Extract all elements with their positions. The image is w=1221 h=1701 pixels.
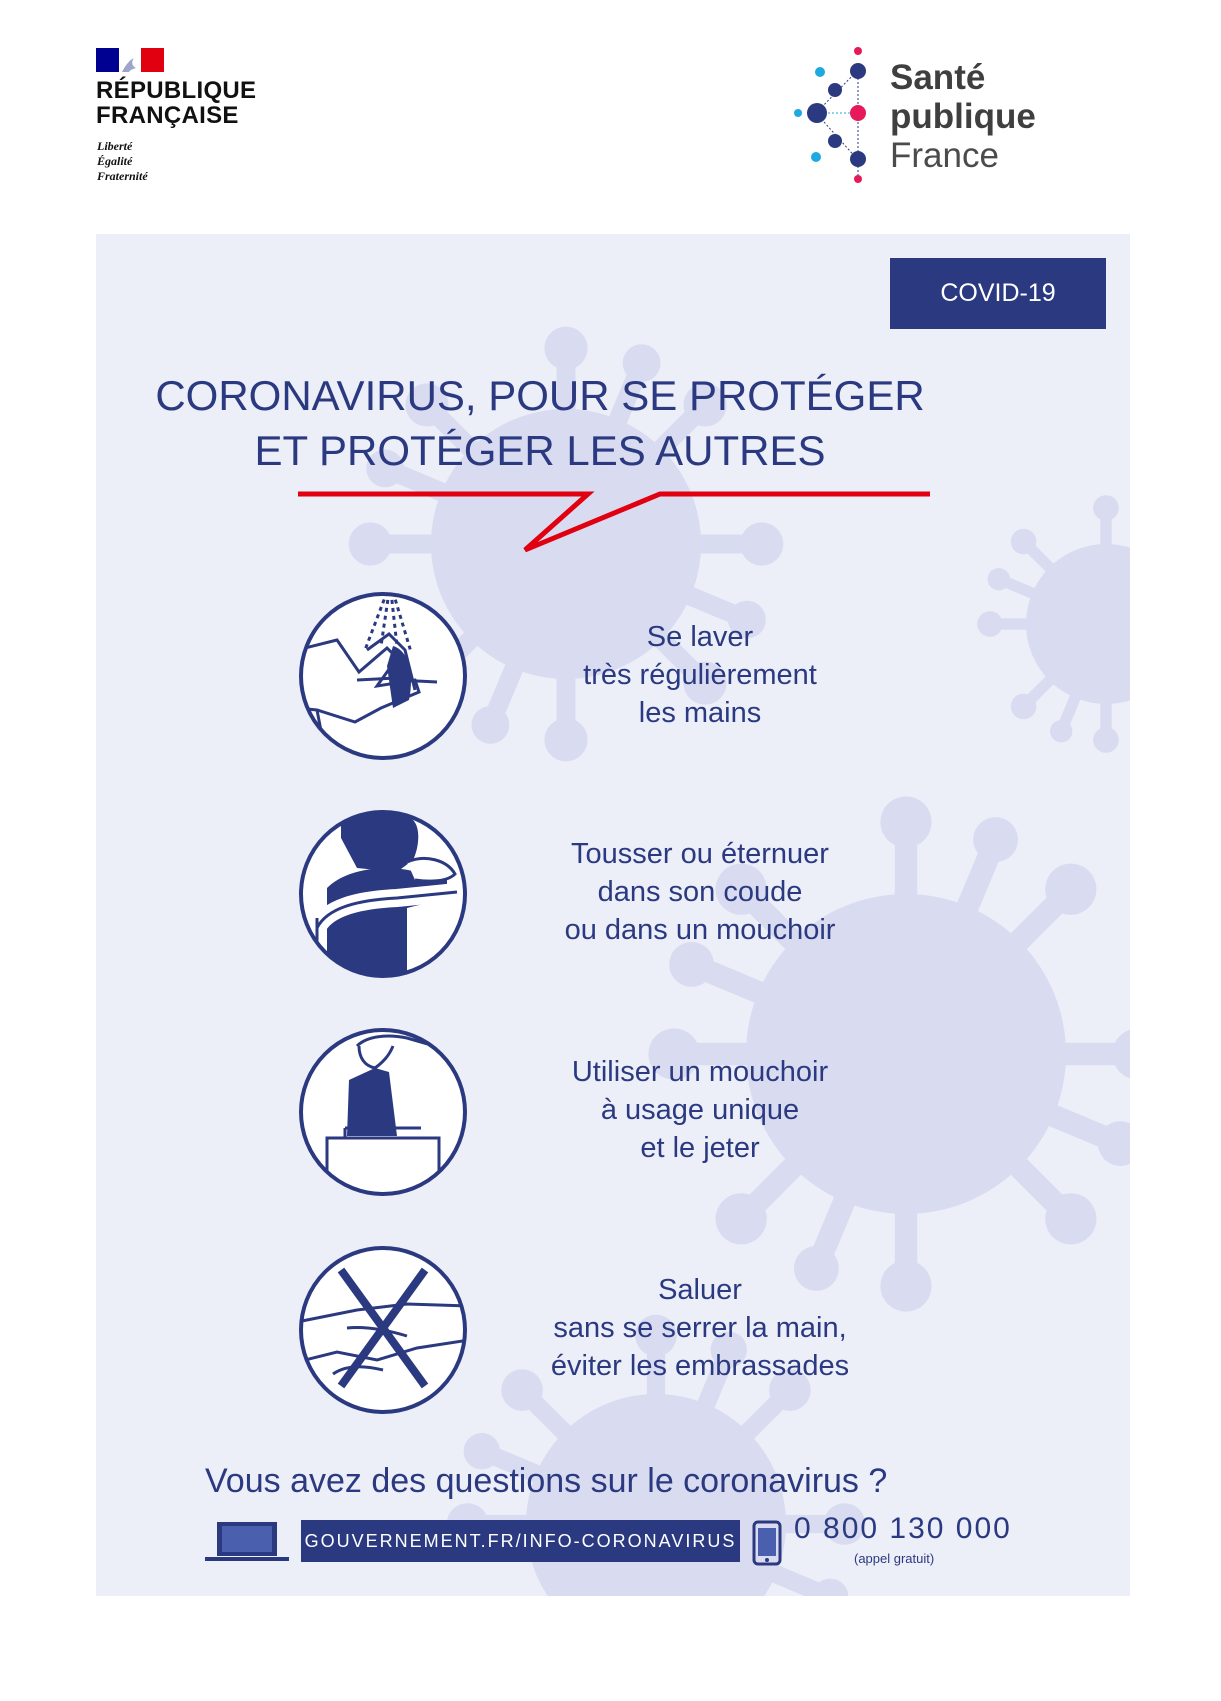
info-coronavirus-link[interactable]: GOUVERNEMENT.FR/INFO-CORONAVIRUS <box>301 1520 740 1562</box>
item-4-line2: sans se serrer la main, <box>553 1312 847 1344</box>
rf-line2: FRANÇAISE <box>96 102 239 129</box>
item-1-text <box>500 618 900 732</box>
item-4-line1: Saluer <box>658 1274 742 1306</box>
laptop-icon <box>205 1520 289 1564</box>
spf-line1: Santé <box>890 58 986 97</box>
republique-francaise-name <box>96 78 256 128</box>
item-3-text <box>500 1053 900 1167</box>
smartphone-icon <box>752 1520 782 1566</box>
item-1-line2: très régulièrement <box>583 659 817 691</box>
republique-francaise-flag-icon <box>96 48 164 72</box>
rf-line1: RÉPUBLIQUE <box>96 77 257 104</box>
spf-line2: publique <box>890 97 1036 136</box>
item-1-line3: les mains <box>638 697 762 729</box>
motto-fraternite: Fraternité <box>97 169 148 183</box>
hotline-number[interactable]: 0 800 130 000 <box>794 1512 1012 1545</box>
questions-heading: Vous avez des questions sur le coronavirus ? <box>205 1462 888 1500</box>
motto-liberte: Liberté <box>97 139 133 153</box>
spf-line3: France <box>890 136 999 175</box>
title-line2: ET PROTÉGER LES AUTRES <box>254 427 826 474</box>
title-line1: CORONAVIRUS, POUR SE PROTÉGER <box>155 372 925 419</box>
item-4-text <box>500 1271 900 1385</box>
item-1-line1: Se laver <box>646 621 754 653</box>
hand-washing-icon <box>297 590 469 762</box>
speech-bubble-underline-icon <box>290 480 940 560</box>
covid-19-badge: COVID-19 <box>890 258 1106 329</box>
item-2-line1: Tousser ou éternuer <box>571 838 829 870</box>
item-2-text <box>500 835 900 949</box>
item-3-line1: Utiliser un mouchoir <box>571 1056 829 1088</box>
motto-egalite: Égalité <box>97 154 133 168</box>
item-2-line2: dans son coude <box>597 876 803 908</box>
republique-motto <box>97 139 148 184</box>
poster-title <box>150 368 930 478</box>
item-3-line3: et le jeter <box>640 1132 760 1164</box>
cough-elbow-icon <box>297 808 469 980</box>
tissue-bin-icon <box>297 1026 469 1198</box>
sante-publique-france-name <box>890 58 1036 175</box>
hotline-note: (appel gratuit) <box>854 1551 935 1566</box>
item-2-line3: ou dans un mouchoir <box>564 914 836 946</box>
item-4-line3: éviter les embrassades <box>550 1350 850 1382</box>
sante-publique-france-logo-icon <box>790 45 890 185</box>
no-handshake-icon <box>297 1244 469 1416</box>
item-3-line2: à usage unique <box>600 1094 800 1126</box>
